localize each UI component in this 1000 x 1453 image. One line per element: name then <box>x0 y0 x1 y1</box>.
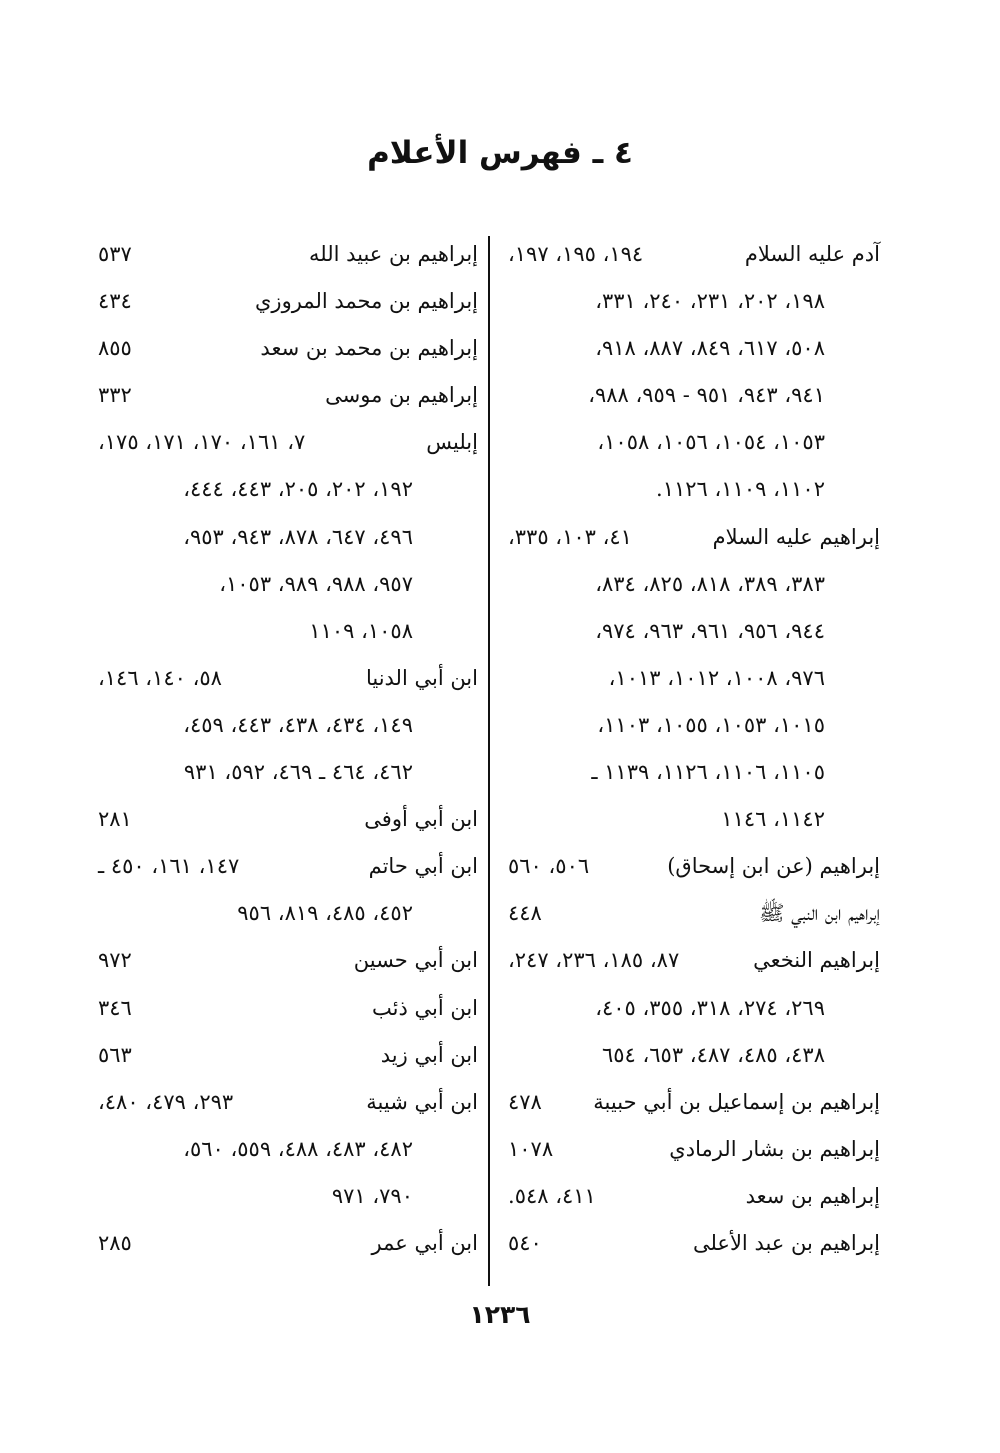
index-entry <box>508 1126 880 1173</box>
entry-name: إبراهيم بن إسماعيل بن أبي حبيبة <box>593 1089 880 1114</box>
index-entry-continuation <box>508 702 880 749</box>
index-entry <box>98 937 478 984</box>
entry-page-numbers: ٤٥٢، ٤٨٥، ٨١٩، ٩٥٦ <box>237 901 413 926</box>
entry-name: إبراهيم بن سعد <box>745 1183 880 1208</box>
entry-page-numbers: ٤٤٨ <box>508 901 542 926</box>
index-entry <box>98 231 478 278</box>
index-entry <box>98 278 478 325</box>
index-entry-continuation <box>98 890 478 937</box>
index-entry-continuation <box>98 749 478 796</box>
entry-page-numbers: ٤٧٨ <box>508 1089 542 1114</box>
entry-page-numbers: ١٩٨، ٢٠٢، ٢٣١، ٢٤٠، ٣٣١، <box>595 289 825 314</box>
entry-name: ابن أبي شيبة <box>366 1089 478 1114</box>
entry-name: إبراهيم ابن النبي ﷺ <box>759 901 880 926</box>
entry-page-numbers: ٣٣٢ <box>98 383 132 408</box>
entry-page-numbers: ٣٤٦ <box>98 995 132 1020</box>
index-entry-continuation <box>98 608 478 655</box>
index-entry-continuation <box>508 325 880 372</box>
entry-name: ابن أبي حاتم <box>368 854 478 879</box>
entry-page-numbers: ١٠٥٣، ١٠٥٤، ١٠٥٦، ١٠٥٨، <box>597 430 825 455</box>
index-entry <box>98 1032 478 1079</box>
index-entry <box>508 890 880 937</box>
index-entry-continuation <box>98 702 478 749</box>
index-entry <box>508 1220 880 1267</box>
index-entry-continuation <box>508 1032 880 1079</box>
entry-page-numbers: ٤١١، ٥٤٨. <box>508 1183 596 1208</box>
index-entry <box>98 1220 478 1267</box>
index-column-left <box>98 231 478 1267</box>
entry-page-numbers: ٤٦٢، ٤٦٤ ـ ٤٦٩، ٥٩٢، ٩٣١ <box>183 760 413 785</box>
entry-page-numbers: ١١٤٢، ١١٤٦ <box>721 807 825 832</box>
entry-page-numbers: ٤٣٤ <box>98 289 132 314</box>
entry-page-numbers: ١٠٥٨، ١١٠٩ <box>309 618 413 643</box>
index-entry <box>98 325 478 372</box>
entry-name: إبراهيم النخعي <box>753 948 880 973</box>
index-entry-continuation <box>508 796 880 843</box>
index-entry <box>98 843 478 890</box>
entry-page-numbers: ٩٤١، ٩٤٣، ٩٥١ - ٩٥٩، ٩٨٨، <box>588 383 825 408</box>
entry-name: ابن أبي أوفى <box>364 807 478 832</box>
entry-page-numbers: ٧٩٠، ٩٧١ <box>331 1183 413 1208</box>
index-entry-continuation <box>98 466 478 513</box>
index-entry-continuation <box>508 749 880 796</box>
entry-page-numbers: ٥٠٦، ٥٦٠ <box>508 854 590 879</box>
index-entry-continuation <box>98 1126 478 1173</box>
index-entry-continuation <box>98 561 478 608</box>
entry-page-numbers: ٥٠٨، ٦١٧، ٨٤٩، ٨٨٧، ٩١٨، <box>595 336 825 361</box>
entry-page-numbers: ٨٧، ١٨٥، ٢٣٦، ٢٤٧، <box>508 948 680 973</box>
index-entry-continuation <box>508 372 880 419</box>
entry-name: ابن أبي ذئب <box>371 995 478 1020</box>
entry-page-numbers: ٤٣٨، ٤٨٥، ٤٨٧، ٦٥٣، ٦٥٤ <box>601 1042 825 1067</box>
entry-name: إبراهيم (عن ابن إسحاق) <box>667 854 880 879</box>
entry-name: آدم عليه السلام <box>744 242 880 266</box>
entry-page-numbers: ٤٨٢، ٤٨٣، ٤٨٨، ٥٥٩، ٥٦٠، <box>183 1136 413 1161</box>
entry-page-numbers: ٢٦٩، ٢٧٤، ٣١٨، ٣٥٥، ٤٠٥، <box>595 995 825 1020</box>
entry-name: إبراهيم بن عبد الأعلى <box>692 1230 880 1255</box>
entry-name: إبراهيم بن موسى <box>325 383 478 408</box>
entry-name: إبراهيم بن بشار الرمادي <box>669 1136 880 1161</box>
entry-page-numbers: ٣٨٣، ٣٨٩، ٨١٨، ٨٢٥، ٨٣٤، <box>595 571 825 596</box>
index-entry-continuation <box>508 278 880 325</box>
page-number: ١٢٣٦ <box>469 1300 531 1329</box>
entry-name: إبراهيم بن محمد المروزي <box>255 289 478 314</box>
entry-page-numbers: ٥٣٧ <box>98 242 132 266</box>
index-entry <box>98 372 478 419</box>
entry-page-numbers: ٨٥٥ <box>98 336 132 361</box>
entry-name: ابن أبي الدنيا <box>365 665 478 690</box>
index-entry <box>508 514 880 561</box>
entry-page-numbers: ١٠١٥، ١٠٥٣، ١٠٥٥، ١١٠٣، <box>597 712 825 737</box>
entry-page-numbers: ٥٦٣ <box>98 1042 132 1067</box>
column-divider <box>488 236 490 1286</box>
entry-page-numbers: ١٤٧، ١٦١، ٤٥٠ ـ <box>98 854 240 879</box>
index-column-right <box>508 231 880 1267</box>
entry-page-numbers: ٧، ١٦١، ١٧٠، ١٧١، ١٧٥، <box>98 430 306 455</box>
entry-name: ابن أبي عمر <box>371 1230 478 1255</box>
index-entry <box>508 1173 880 1220</box>
entry-name: ابن أبي حسين <box>353 948 478 973</box>
index-entry <box>508 937 880 984</box>
index-entry-continuation <box>508 466 880 513</box>
index-entry-continuation <box>508 419 880 466</box>
index-entry-continuation <box>508 608 880 655</box>
index-entry <box>508 1079 880 1126</box>
entry-page-numbers: ٩٧٦، ١٠٠٨، ١٠١٢، ١٠١٣، <box>608 665 825 690</box>
index-entry-continuation <box>508 655 880 702</box>
entry-page-numbers: ١١٠٥، ١١٠٦، ١١٢٦، ١١٣٩ ـ <box>591 760 825 785</box>
index-entry <box>98 796 478 843</box>
entry-page-numbers: ٢٩٣، ٤٧٩، ٤٨٠، <box>98 1089 234 1114</box>
entry-page-numbers: ٤٩٦، ٦٤٧، ٨٧٨، ٩٤٣، ٩٥٣، <box>183 524 413 549</box>
index-entry-continuation <box>508 985 880 1032</box>
entry-page-numbers: ٢٨٥ <box>98 1230 132 1255</box>
entry-page-numbers: ١٠٧٨ <box>508 1136 554 1161</box>
index-entry <box>508 231 880 278</box>
entry-page-numbers: ١٩٤، ١٩٥، ١٩٧، <box>508 242 644 266</box>
entry-page-numbers: ١٩٢، ٢٠٢، ٢٠٥، ٤٤٣، ٤٤٤، <box>183 477 413 502</box>
entry-page-numbers: ٥٨، ١٤٠، ١٤٦، <box>98 665 222 690</box>
entry-name: إبليس <box>426 430 478 455</box>
entry-name: ابن أبي زيد <box>380 1042 478 1067</box>
index-entry <box>98 1079 478 1126</box>
index-title: ٤ ـ فهرس الأعلام <box>367 135 633 171</box>
entry-page-numbers: ٤١، ١٠٣، ٣٣٥، <box>508 524 632 549</box>
index-entry-continuation <box>98 514 478 561</box>
index-entry <box>98 655 478 702</box>
entry-name: إبراهيم بن محمد بن سعد <box>260 336 478 361</box>
entry-page-numbers: ١١٠٢، ١١٠٩، ١١٢٦. <box>656 477 825 502</box>
entry-page-numbers: ٥٤٠ <box>508 1230 542 1255</box>
index-entry-continuation <box>508 561 880 608</box>
index-entry <box>98 419 478 466</box>
entry-page-numbers: ٩٥٧، ٩٨٨، ٩٨٩، ١٠٥٣، <box>219 571 413 596</box>
index-entry <box>98 985 478 1032</box>
entry-page-numbers: ٢٨١ <box>98 807 132 832</box>
entry-name: إبراهيم عليه السلام <box>712 524 880 549</box>
entry-page-numbers: ٩٤٤، ٩٥٦، ٩٦١، ٩٦٣، ٩٧٤، <box>595 618 825 643</box>
entry-name: إبراهيم بن عبيد الله <box>308 242 478 266</box>
entry-page-numbers: ١٤٩، ٤٣٤، ٤٣٨، ٤٤٣، ٤٥٩، <box>183 712 413 737</box>
index-entry <box>508 843 880 890</box>
entry-page-numbers: ٩٧٢ <box>98 948 132 973</box>
index-entry-continuation <box>98 1173 478 1220</box>
